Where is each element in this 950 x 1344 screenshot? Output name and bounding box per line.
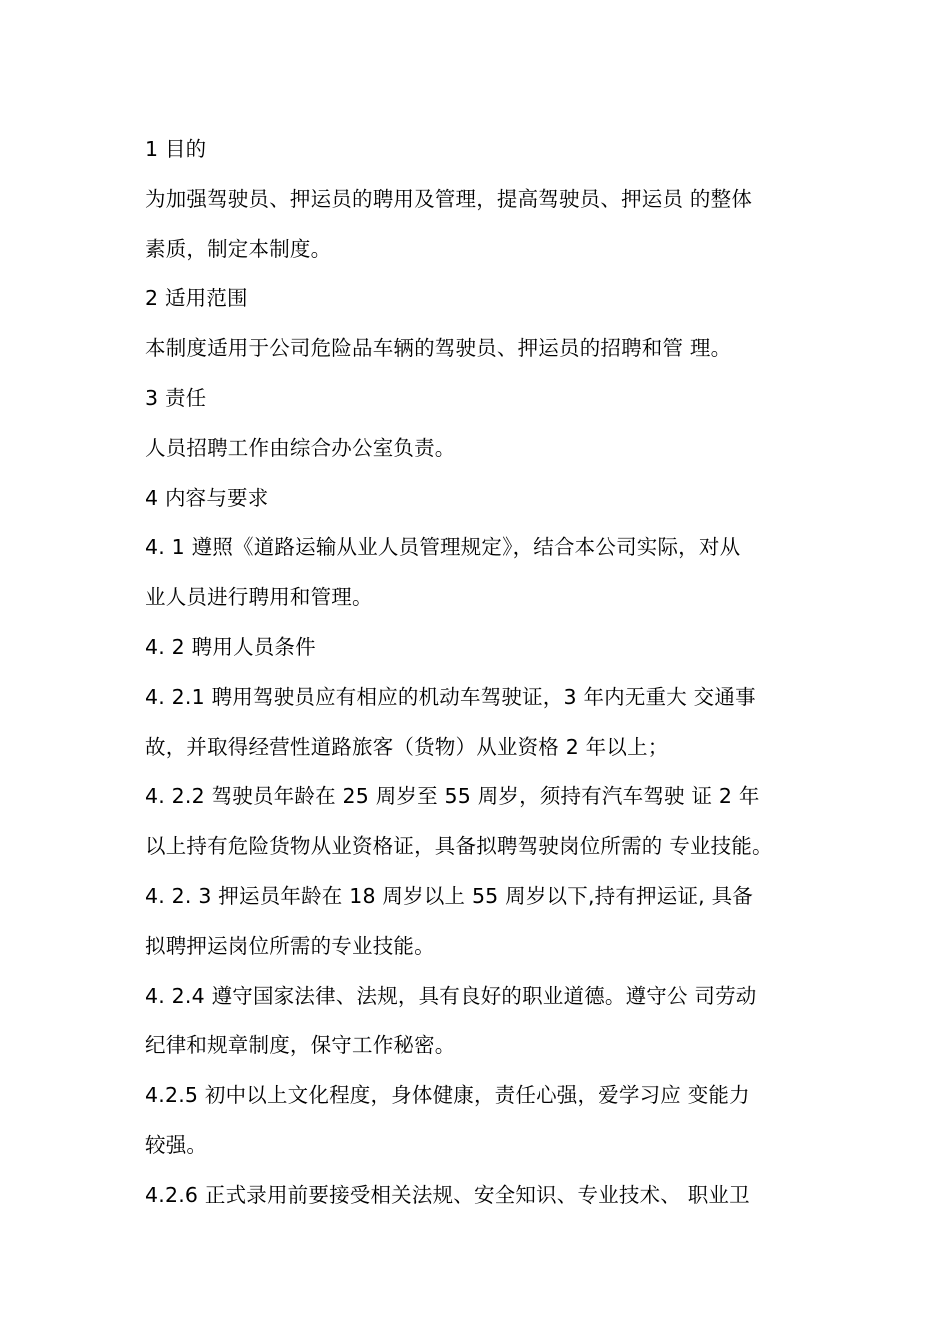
paragraph-line: 4. 1 遵照《道路运输从业人员管理规定》，结合本公司实际，对从 (145, 535, 741, 560)
paragraph-line: 4. 2. 3 押运员年龄在 18 周岁以上 55 周岁以下,持有押运证, 具备 (145, 883, 753, 908)
paragraph-line: 人员招聘工作由综合办公室负责。 (145, 435, 456, 460)
section-heading-responsibility: 3 责任 (145, 385, 207, 410)
subsection-heading: 4. 2 聘用人员条件 (145, 634, 316, 659)
paragraph-line: 业人员进行聘用和管理。 (145, 585, 373, 610)
paragraph-line: 纪律和规章制度，保守工作秘密。 (145, 1033, 456, 1058)
paragraph-line: 4.2.5 初中以上文化程度，身体健康，责任心强，爱学习应 变能力 (145, 1083, 750, 1108)
section-heading-scope: 2 适用范围 (145, 286, 248, 311)
paragraph-line: 故，并取得经营性道路旅客（货物）从业资格 2 年以上； (145, 734, 669, 759)
paragraph-line: 较强。 (145, 1132, 208, 1157)
section-heading-purpose: 1 目的 (145, 137, 207, 161)
paragraph-line: 4. 2.4 遵守国家法律、法规，具有良好的职业道德。遵守公 司劳动 (145, 983, 757, 1008)
paragraph-line: 4.2.6 正式录用前要接受相关法规、安全知识、专业技术、 职业卫 (145, 1182, 750, 1207)
paragraph-line: 4. 2.1 聘用驾驶员应有相应的机动车驾驶证，3 年内无重大 交通事 (145, 684, 756, 709)
document-body (145, 125, 810, 1221)
paragraph-line: 4. 2.2 驾驶员年龄在 25 周岁至 55 周岁，须持有汽车驾驶 证 2 年 (145, 784, 760, 809)
paragraph-line: 为加强驾驶员、押运员的聘用及管理，提高驾驶员、押运员 的整体 (145, 186, 753, 211)
section-heading-content: 4 内容与要求 (145, 485, 269, 510)
paragraph-line: 拟聘押运岗位所需的专业技能。 (145, 933, 435, 958)
paragraph-line: 以上持有危险货物从业资格证，具备拟聘驾驶岗位所需的 专业技能。 (145, 834, 773, 859)
paragraph-line: 本制度适用于公司危险品车辆的驾驶员、押运员的招聘和管 理。 (145, 336, 732, 361)
paragraph-line: 素质，制定本制度。 (145, 236, 332, 261)
